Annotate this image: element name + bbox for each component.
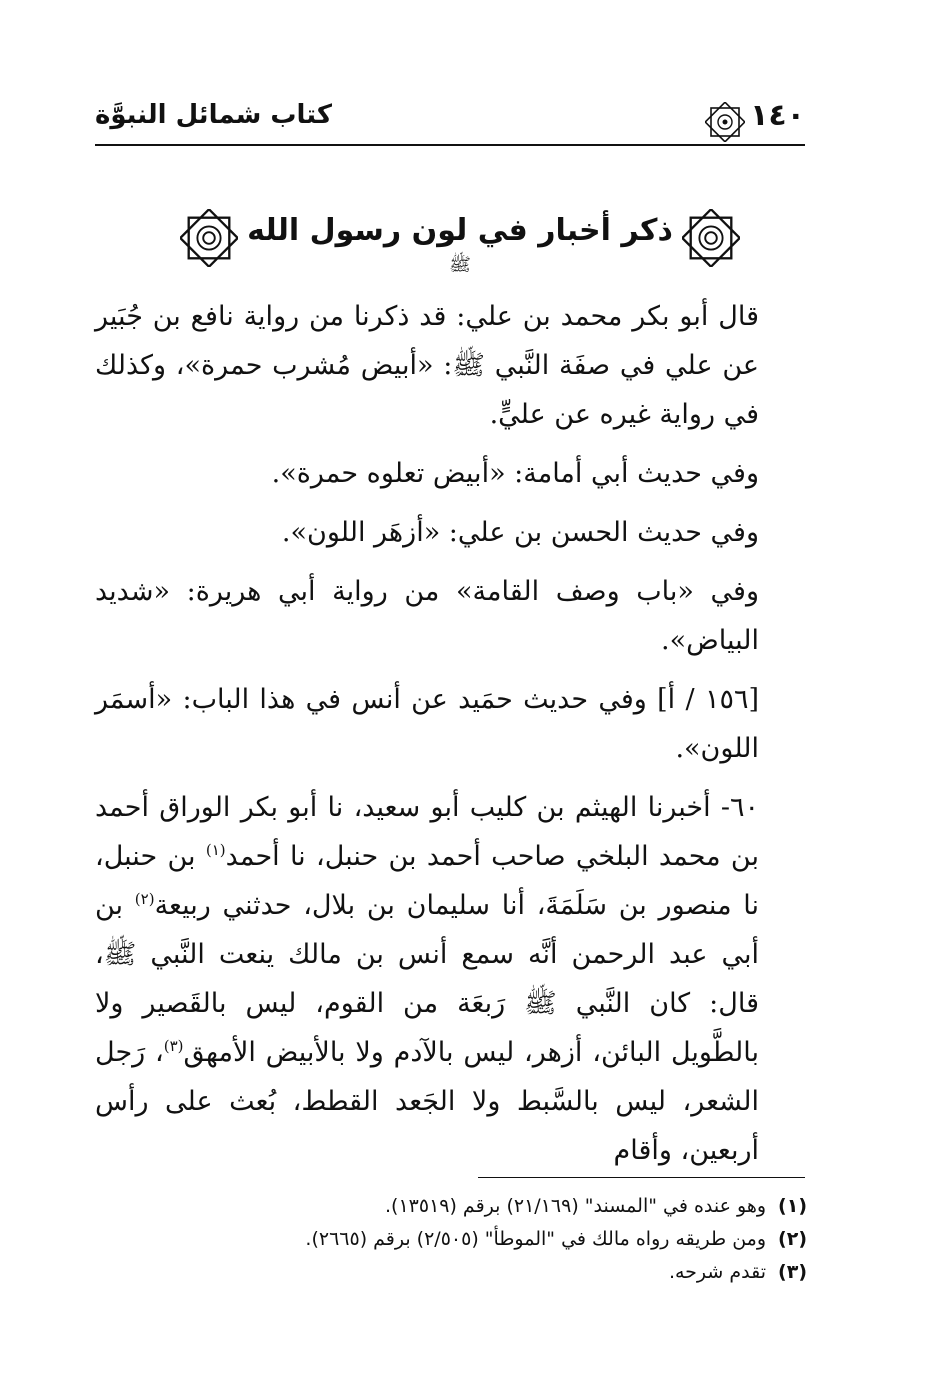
paragraph: وفي حديث الحسن بن علي: «أزهَر اللون». bbox=[281, 517, 759, 548]
footnote-text: تقدم شرحه. bbox=[668, 1261, 767, 1283]
star-ornament-icon bbox=[705, 102, 745, 142]
footnote bbox=[95, 1256, 807, 1289]
footnote-number: (٢) bbox=[778, 1228, 807, 1250]
book-title: كتاب شمائل النبوَّة bbox=[95, 100, 333, 130]
footnote-ref: (٢) bbox=[134, 890, 155, 908]
header-rule bbox=[95, 144, 805, 146]
hadith-text: ٦٠- أخبرنا الهيثم بن كليب أبو سعيد، نا أبو بكر الوراق أحمد بن محمد البلخي صاحب أحمد بن حنبل، نا أحمد bbox=[95, 792, 759, 872]
honorific-mark: ﷺ bbox=[449, 254, 471, 276]
footnote-ref: (٣) bbox=[163, 1037, 184, 1055]
chapter-title bbox=[240, 213, 680, 283]
paragraph: وفي «باب وصف القامة» من رواية أبي هريرة: «شديد البياض». bbox=[95, 576, 759, 656]
hadith-text: بن حنبل، نا منصور بن سَلَمَةَ، أنا سليمان بن بلال، حدثني ربيعة bbox=[95, 841, 759, 921]
chapter-heading bbox=[180, 205, 740, 276]
running-header bbox=[95, 92, 805, 150]
star-ornament-icon bbox=[682, 209, 740, 267]
footnote-number: (٣) bbox=[778, 1261, 807, 1283]
star-ornament-icon bbox=[180, 209, 238, 267]
footnote-rule bbox=[478, 1177, 805, 1178]
footnote-text: ومن طريقه رواه مالك في "الموطأ" (٢/٥٠٥) برقم (٢٦٦٥). bbox=[305, 1228, 767, 1250]
paragraph: [١٥٦ / أ] وفي حديث حمَيد عن أنس في هذا الباب: «أسمَر اللون». bbox=[95, 684, 759, 764]
footnote bbox=[95, 1190, 807, 1223]
footnote-ref: (١) bbox=[205, 841, 226, 859]
footnote-number: (١) bbox=[778, 1195, 807, 1217]
hadith-paragraph bbox=[95, 783, 807, 1175]
paragraph: قال أبو بكر محمد بن علي: قد ذكرنا من رواية نافع بن جُبَير عن علي في صفَة النَّبي ﷺ: «أبيض مُشرب حمرة»، وكذلك في رواية غيره عن عليٍّ. bbox=[95, 301, 759, 430]
footnotes bbox=[95, 1190, 807, 1289]
hadith-text: بن أبي عبد الرحمن أنَّه سمع أنس بن مالك ينعت النَّبي ﷺ، قال: كان النَّبي ﷺ رَبعَة من القوم، ليس بالقَصير ولا بالطَّويل البائن، أزهر، ليس بالآدم ولا بالأبيض الأمهق bbox=[95, 890, 759, 1068]
hadith-text: ، رَجل الشعر، ليس بالسَّبط ولا الجَعد القطط، بُعث على رأس أربعين، وأقام bbox=[95, 1037, 759, 1166]
chapter-title-text: ذكر أخبار في لون رسول الله bbox=[247, 213, 673, 248]
body-text bbox=[95, 292, 807, 1175]
paragraph: وفي حديث أبي أمامة: «أبيض تعلوه حمرة». bbox=[271, 458, 759, 489]
footnote bbox=[95, 1223, 807, 1256]
footnote-text: وهو عنده في "المسند" (٢١/١٦٩) برقم (١٣٥١٩). bbox=[385, 1195, 767, 1217]
page-number: ١٤٠ bbox=[750, 98, 805, 133]
